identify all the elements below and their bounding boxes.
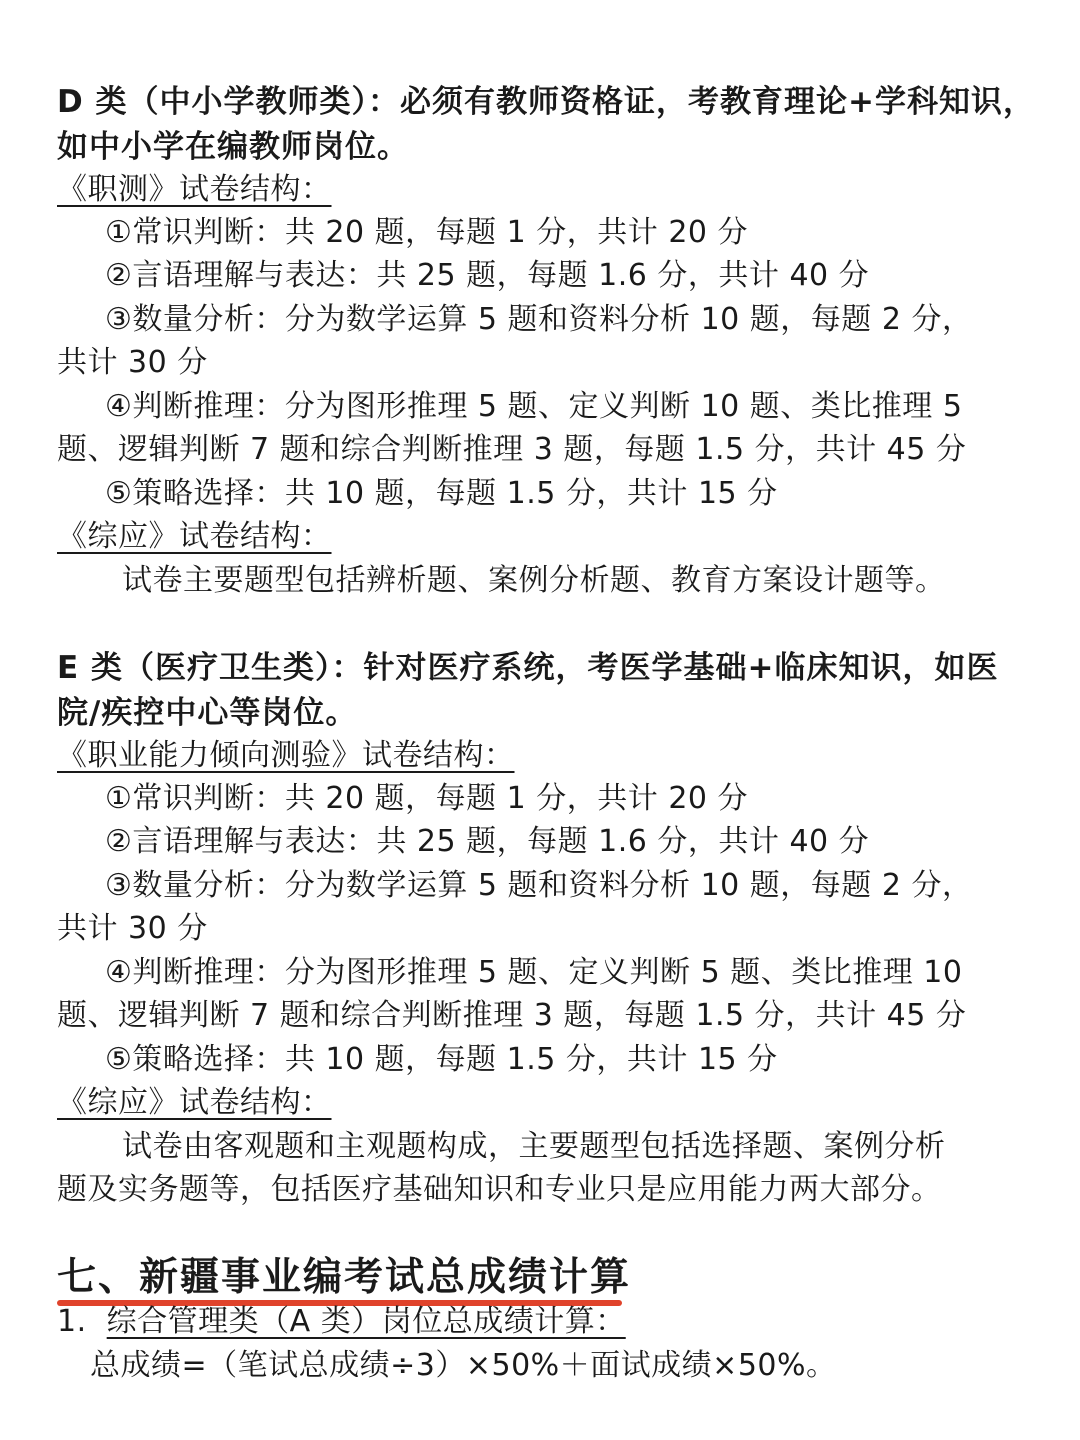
- d-zhice-item-5: ⑤策略选择：共 10 题，每题 1.5 分，共计 15 分: [105, 476, 778, 511]
- item-1-formula: 总成绩=（笔试总成绩÷3）×50%＋面试成绩×50%。: [90, 1348, 837, 1383]
- e-heading-line1: E 类（医疗卫生类）：针对医疗系统，考医学基础+临床知识，如医: [57, 650, 999, 686]
- e-heading-line2: 院/疾控中心等岗位。: [57, 695, 358, 731]
- e-zongying-label-text: 《综应》试卷结构：: [57, 1085, 332, 1120]
- e-zhice-item-3: ③数量分析：分为数学运算 5 题和资料分析 10 题，每题 2 分，: [105, 868, 973, 903]
- d-zhice-item-3-cont: 共计 30 分: [57, 345, 208, 380]
- e-zongying-text-line2: 题及实务题等，包括医疗基础知识和专业只是应用能力两大部分。: [57, 1172, 942, 1207]
- item-1-number: 1.: [57, 1304, 87, 1339]
- e-zhice-item-4: ④判断推理：分为图形推理 5 题、定义判断 5 题、类比推理 10: [105, 955, 963, 990]
- e-zhice-label: [57, 736, 541, 776]
- e-zhice-item-5: ⑤策略选择：共 10 题，每题 1.5 分，共计 15 分: [105, 1042, 778, 1077]
- e-zongying-label: [57, 1083, 358, 1123]
- section-7-item-1: [57, 1302, 650, 1342]
- e-zhice-item-3-cont: 共计 30 分: [57, 911, 208, 946]
- e-zhice-label-text: 《职业能力倾向测验》试卷结构：: [57, 738, 515, 773]
- d-zhice-item-4: ④判断推理：分为图形推理 5 题、定义判断 10 题、类比推理 5: [105, 389, 963, 424]
- d-zhice-item-1: ①常识判断：共 20 题，每题 1 分，共计 20 分: [105, 215, 749, 250]
- d-zhice-label-text: 《职测》试卷结构：: [57, 172, 332, 207]
- d-zhice-label: [57, 170, 358, 210]
- d-heading-line2: 如中小学在编教师岗位。: [57, 129, 409, 165]
- e-zhice-item-1: ①常识判断：共 20 题，每题 1 分，共计 20 分: [105, 781, 749, 816]
- d-zhice-item-4-cont: 题、逻辑判断 7 题和综合判断推理 3 题，每题 1.5 分，共计 45 分: [57, 432, 967, 467]
- d-zhice-item-2: ②言语理解与表达：共 25 题，每题 1.6 分，共计 40 分: [105, 258, 870, 293]
- d-heading-line1: D 类（中小学教师类）：必须有教师资格证，考教育理论+学科知识，: [57, 84, 1035, 120]
- e-zongying-text-line1: 试卷由客观题和主观题构成，主要题型包括选择题、案例分析: [122, 1129, 946, 1164]
- d-zongying-label-text: 《综应》试卷结构：: [57, 519, 332, 554]
- d-zhice-item-3: ③数量分析：分为数学运算 5 题和资料分析 10 题，每题 2 分，: [105, 302, 973, 337]
- d-zongying-text: 试卷主要题型包括辨析题、案例分析题、教育方案设计题等。: [122, 563, 946, 598]
- item-1-label: 综合管理类（A 类）岗位总成绩计算：: [106, 1304, 626, 1339]
- e-zhice-item-4-cont: 题、逻辑判断 7 题和综合判断推理 3 题，每题 1.5 分，共计 45 分: [57, 998, 967, 1033]
- d-zongying-label: [57, 517, 358, 557]
- section-7-title: 七、新疆事业编考试总成绩计算: [57, 1255, 632, 1300]
- e-zhice-item-2: ②言语理解与表达：共 25 题，每题 1.6 分，共计 40 分: [105, 824, 870, 859]
